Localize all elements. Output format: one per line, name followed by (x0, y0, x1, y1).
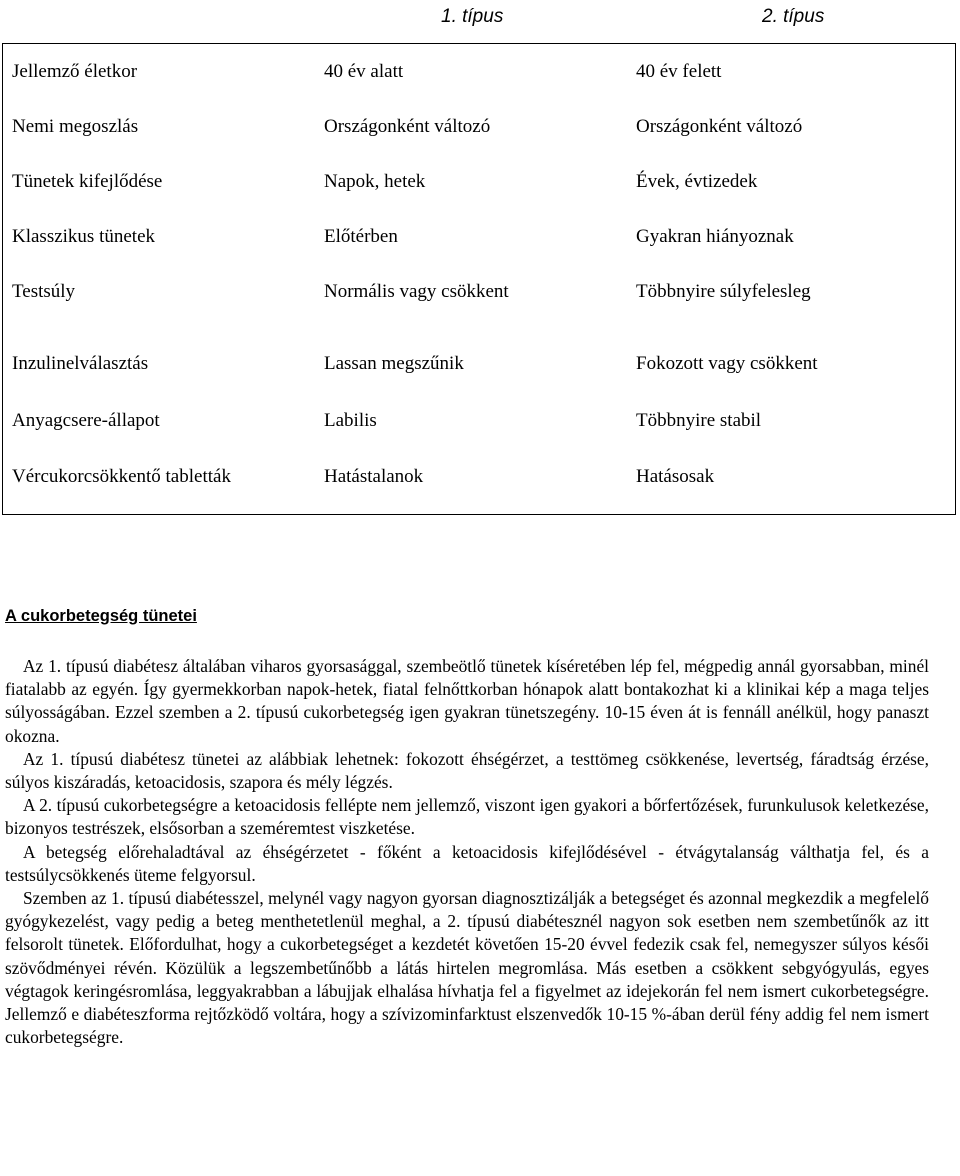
row-label: Nemi megoszlás (12, 116, 139, 137)
type1-value: Országonként változó (324, 116, 491, 137)
paragraph: Szemben az 1. típusú diabétesszel, melynél vagy nagyon gyorsan diagnosztizálják a betegséget és azonnal megkezdik a megfelelő gyógykezelést, vagy pedig a beteg menthetetlenül meghal, a 2. típusú diabétesznél nagyon sok esetben nem szembetűnők az itt felsorolt tünetek. Előfordulhat, hogy a cukorbetegséget a kezdetét követően 15-20 évvel fedezik csak fel, nemegyszer súlyos késői szövődményei révén. Közülük a legszembetűnőbb a látás hirtelen megromlása. Más esetben a csökkent sebgyógyulás, egyes végtagok keringésromlása, leggyakrabban a lábujjak elhalása hívhatja fel a figyelmet az idejekorán fel nem ismert cukorbetegségre. Jellemző e diabéteszforma rejtőzködő voltára, hogy a szívizominfarktust elszenvedők 10-15 %-ában derül fény addig fel nem ismert cukorbetegségre. (5, 888, 929, 1048)
row-label: Anyagcsere-állapot (12, 410, 160, 431)
table-row (3, 162, 955, 202)
paragraph: A betegség előrehaladtával az éhségérzetet - főként a ketoacidosis kifejlődésével - étvágytalanság válthatja fel, és a testsúlycsökkenés üteme felgyorsul. (5, 841, 929, 885)
type2-value: 40 év felett (636, 61, 722, 82)
type2-value: Gyakran hiányoznak (636, 226, 794, 247)
row-label: Klasszikus tünetek (12, 226, 156, 247)
column-header-type2: 2. típus (762, 6, 825, 27)
table-row (3, 272, 955, 312)
table-row (3, 401, 955, 441)
row-label: Jellemző életkor (12, 61, 138, 82)
type2-value: Fokozott vagy csökkent (636, 353, 818, 374)
type1-value: Labilis (324, 410, 377, 431)
body-text (5, 655, 929, 1049)
type2-value: Évek, évtizedek (636, 171, 758, 192)
type1-value: Normális vagy csökkent (324, 281, 509, 302)
table-row (3, 52, 955, 92)
type2-value: Országonként változó (636, 116, 803, 137)
row-label: Inzulinelválasztás (12, 353, 149, 374)
type2-value: Többnyire súlyfelesleg (636, 281, 811, 302)
type1-value: Napok, hetek (324, 171, 426, 192)
paragraph: Az 1. típusú diabétesz általában viharos gyorsasággal, szembeötlő tünetek kíséretében lép fel, mégpedig annál gyorsabban, minél fiatalabb az egyén. Így gyermekkorban napok-hetek, fiatal felnőttkorban hónapok alatt bontakozhat ki a klinikai kép a maga teljes súlyosságában. Ezzel szemben a 2. típusú cukorbetegség igen gyakran tünetszegény. 10-15 éven át is fennáll anélkül, hogy panaszt okozna. (5, 656, 929, 746)
row-label: Tünetek kifejlődése (12, 171, 163, 192)
paragraph: Az 1. típusú diabétesz tünetei az alábbiak lehetnek: fokozott éhségérzet, a testtömeg csökkenése, levertség, fáradtság érzése, súlyos kiszáradás, ketoacidosis, szapora és mély légzés. (5, 748, 929, 793)
row-label: Vércukorcsökkentő tabletták (12, 466, 231, 487)
type1-value: Hatástalanok (324, 466, 424, 487)
table-row (3, 344, 955, 384)
table-row (3, 107, 955, 147)
type2-value: Hatásosak (636, 466, 715, 487)
paragraph: A 2. típusú cukorbetegségre a ketoacidosis fellépte nem jellemző, viszont igen gyakori a bőrfertőzések, furunkulusok keletkezése, bizonyos testrészek, elsősorban a szeméremtest viszketése. (5, 795, 929, 839)
table-row (3, 457, 955, 497)
type2-value: Többnyire stabil (636, 410, 762, 431)
type1-value: Lassan megszűnik (324, 353, 464, 374)
row-label: Testsúly (12, 281, 76, 302)
section-title: A cukorbetegség tünetei (5, 607, 197, 625)
table-row (3, 217, 955, 257)
type1-value: Előtérben (324, 226, 398, 247)
comparison-table (2, 43, 956, 515)
column-header-type1: 1. típus (441, 6, 504, 27)
type1-value: 40 év alatt (324, 61, 404, 82)
